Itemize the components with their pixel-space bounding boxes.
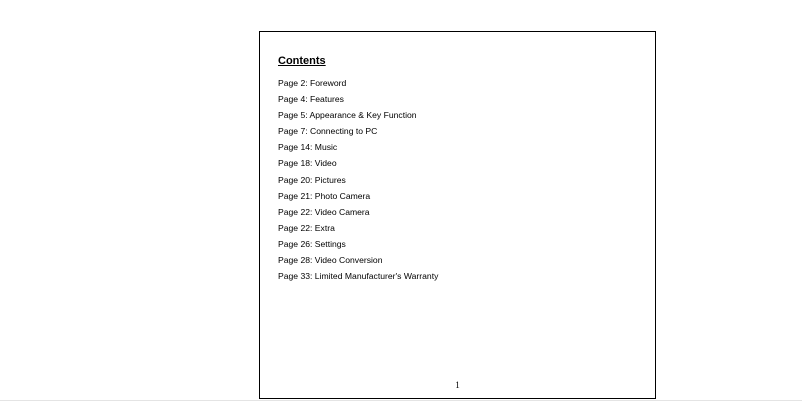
toc-entry-limited-warranty: Page 33: Limited Manufacturer's Warranty — [278, 271, 439, 282]
toc-entry-settings: Page 26: Settings — [278, 238, 346, 249]
toc-entry-pictures: Page 20: Pictures — [278, 174, 346, 185]
contents-heading: Contents — [278, 55, 326, 67]
viewer-bottom-divider — [0, 400, 802, 401]
toc-entry-video-conversion: Page 28: Video Conversion — [278, 255, 383, 266]
toc-entry-photo-camera: Page 21: Photo Camera — [278, 190, 371, 201]
toc-entry-video: Page 18: Video — [278, 158, 337, 169]
table-of-contents — [278, 77, 438, 286]
toc-entry-extra: Page 22: Extra — [278, 222, 335, 233]
toc-entry-appearance-key-function: Page 5: Appearance & Key Function — [278, 110, 417, 121]
toc-entry-connecting-to-pc: Page 7: Connecting to PC — [278, 126, 378, 137]
toc-entry-video-camera: Page 22: Video Camera — [278, 206, 370, 217]
document-page — [259, 31, 656, 399]
toc-entry-foreword: Page 2: Foreword — [278, 78, 347, 88]
page-number: 1 — [455, 380, 460, 390]
toc-entry-music: Page 14: Music — [278, 142, 338, 153]
toc-entry-features: Page 4: Features — [278, 94, 344, 105]
